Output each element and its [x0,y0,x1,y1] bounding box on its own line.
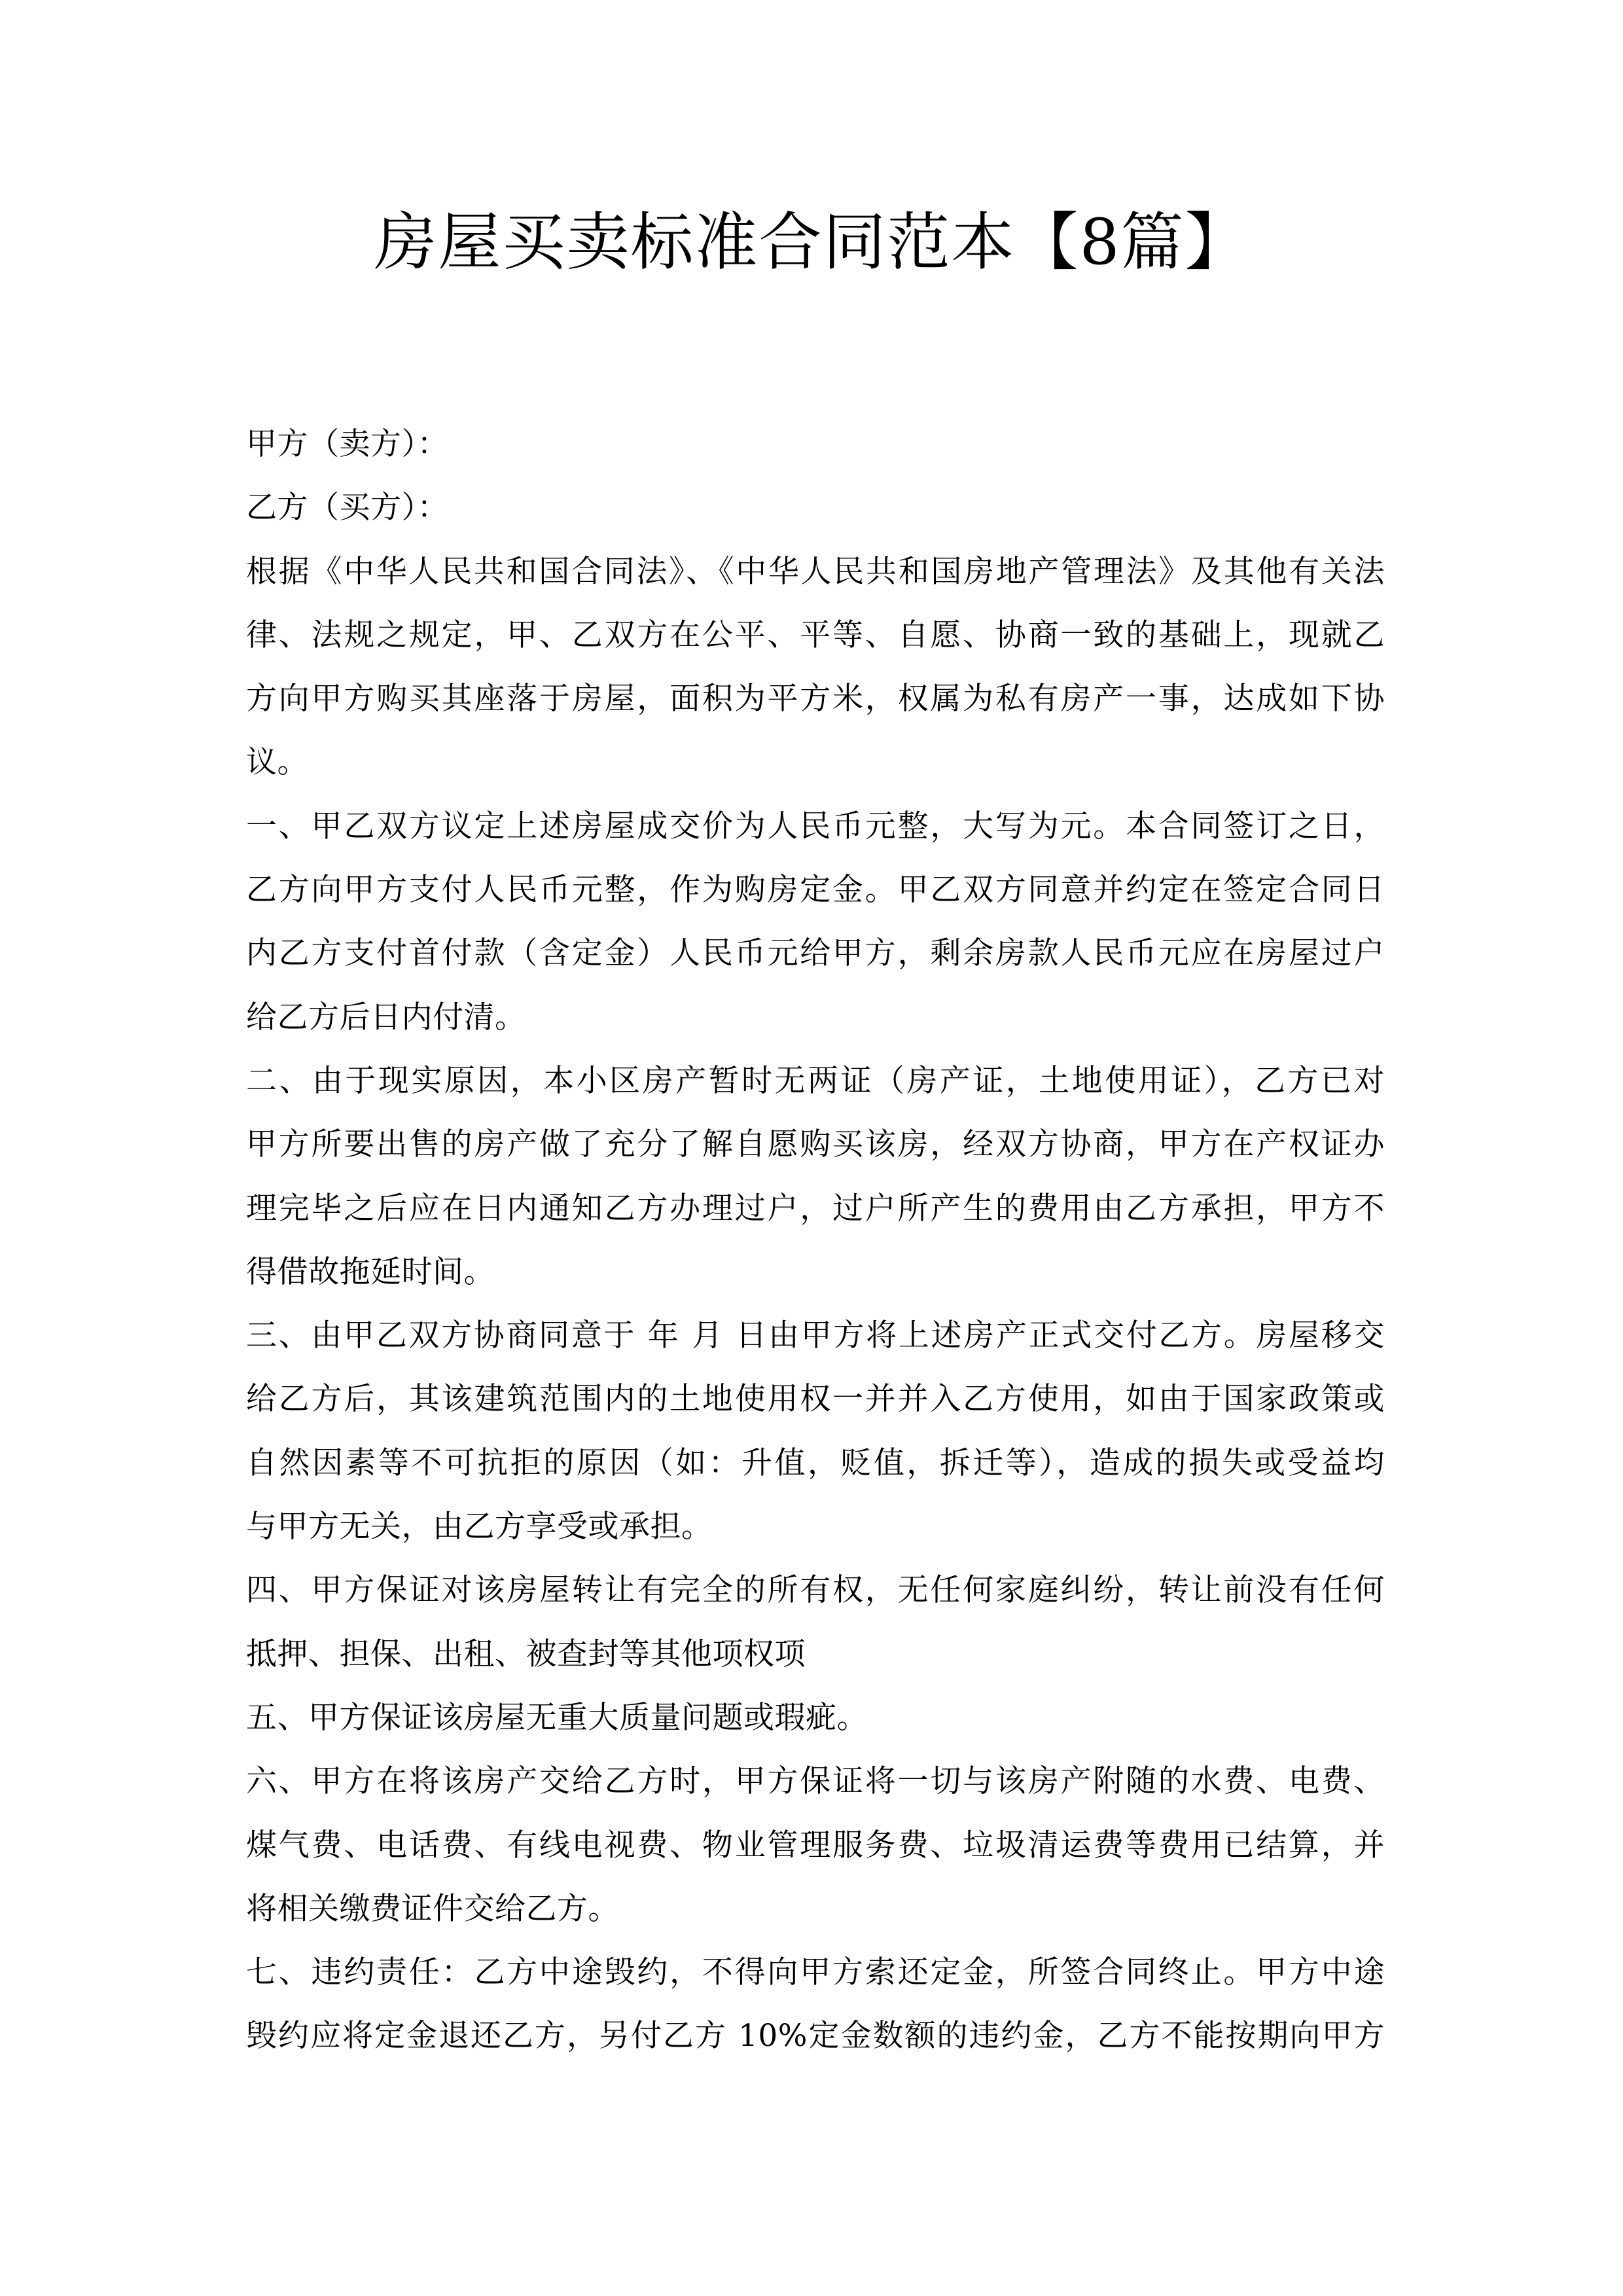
preamble-line: 律、法规之规定，甲、乙双方在公平、平等、自愿、协商一致的基础上，现就乙 [246,617,1385,653]
document-title: 房屋买卖标准合同范本【8篇】 [374,206,1249,279]
preamble-line: 议。 [246,744,308,781]
clause-7-line: 毁约应将定金退还乙方，另付乙方 10%定金数额的违约金，乙方不能按期向甲方 [246,2018,1385,2054]
clause-6-line: 将相关缴费证件交给乙方。 [246,1890,619,1927]
clause-2-line: 二、由于现实原因，本小区房产暂时无两证（房产证，土地使用证），乙方已对 [246,1062,1385,1099]
clause-1-line: 乙方向甲方支付人民币元整，作为购房定金。甲乙双方同意并约定在签定合同日 [246,872,1385,908]
preamble-line: 根据《中华人民共和国合同法》、《中华人民共和国房地产管理法》及其他有关法 [246,553,1385,590]
clause-1-line: 一、甲乙双方议定上述房屋成交价为人民币元整，大写为元。本合同签订之日， [246,808,1385,844]
clause-4-line: 四、甲方保证对该房屋转让有完全的所有权，无任何家庭纠纷，转让前没有任何 [246,1572,1385,1609]
clause-2-line: 理完毕之后应在日内通知乙方办理过户，过户所产生的费用由乙方承担，甲方不 [246,1190,1385,1227]
clause-1-line: 给乙方后日内付清。 [246,999,526,1035]
clause-3-line: 给乙方后，其该建筑范围内的土地使用权一并并入乙方使用，如由于国家政策或 [246,1381,1385,1418]
clause-6-line: 煤气费、电话费、有线电视费、物业管理服务费、垃圾清运费等费用已结算，并 [246,1827,1385,1863]
clause-6-line: 六、甲方在将该房产交给乙方时，甲方保证将一切与该房产附随的水费、电费、 [246,1763,1385,1800]
preamble-line: 方向甲方购买其座落于房屋，面积为平方米，权属为私有房产一事，达成如下协 [246,681,1385,717]
clause-4-line: 抵押、担保、出租、被查封等其他项权项 [246,1636,806,1672]
clause-3-line: 与甲方无关，由乙方享受或承担。 [246,1509,713,1545]
party-a-line: 甲方（卖方）： [246,426,448,462]
clause-3-line: 自然因素等不可抗拒的原因（如：升值，贬值，拆迁等），造成的损失或受益均 [246,1444,1385,1481]
clause-2-line: 甲方所要出售的房产做了充分了解自愿购买该房，经双方协商，甲方在产权证办 [246,1126,1385,1163]
document-body [246,412,1385,2068]
clause-2-line: 得借故拖延时间。 [246,1253,495,1290]
clause-5-line: 五、甲方保证该房屋无重大质量问题或瑕疵。 [246,1699,868,1736]
party-b-line: 乙方（买方）： [246,490,448,526]
clause-3-line: 三、由甲乙双方协商同意于 年 月 日由甲方将上述房产正式交付乙方。房屋移交 [246,1318,1385,1354]
clause-7-line: 七、违约责任：乙方中途毁约，不得向甲方索还定金，所签合同终止。甲方中途 [246,1954,1385,1991]
clause-1-line: 内乙方支付首付款（含定金）人民币元给甲方，剩余房款人民币元应在房屋过户 [246,935,1385,972]
